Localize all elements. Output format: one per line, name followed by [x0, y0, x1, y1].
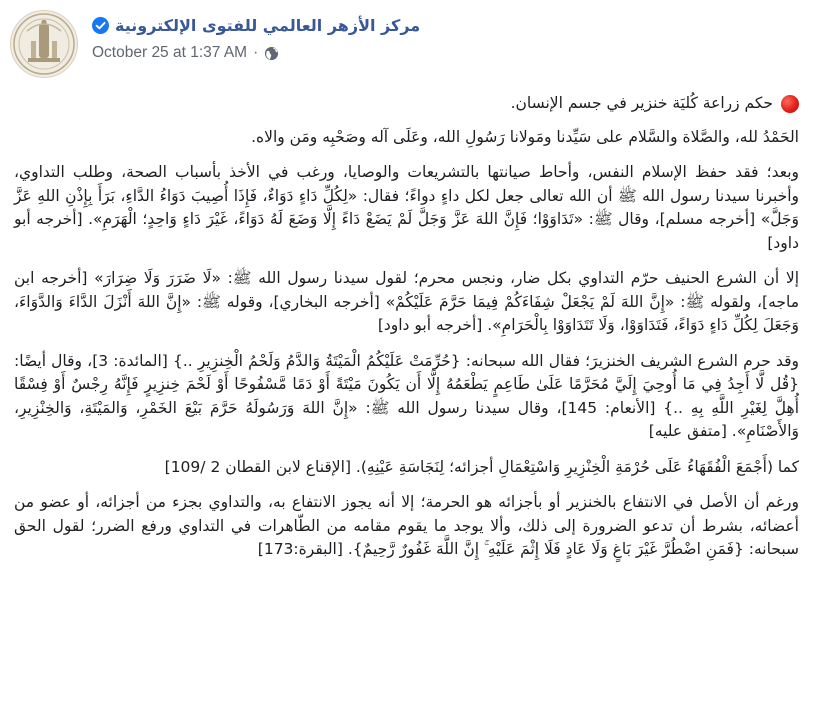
post-meta	[92, 44, 492, 62]
azhar-logo-icon	[11, 11, 77, 77]
post-paragraph: ورغم أن الأصل في الانتفاع بالخنزير أو بأجزائه هو الحرمة؛ إلا أنه يجوز الانتفاع به، والتداوي بجزء من أجزائه، أو عضو من أعضائه، بشرط أن تدعو الضرورة إلى ذلك، وألا يوجد ما يقوم مقامه من الطّاهرات في التداوي ورفع الضرر؛ لقول الحق سبحانه: {فَمَنِ اضْطُرَّ غَيْرَ بَاغٍ وَلَا عَادٍ فَلَا إِثْمَ عَلَيْهِ ۚ إِنَّ اللَّهَ غَفُورٌ رَّحِيمٌ}. [البقرة:173]	[14, 493, 799, 558]
verified-badge-icon	[92, 17, 109, 34]
post-paragraph: كما (أَجْمَعَ الْفُقَهَاءُ عَلَى حُرْمَةِ الْخِنْزِيرِ وَاسْتِعْمَالِ أجزائه؛ لِنَجَاسَةِ عَيْنِهِ). [الإقناع لابن القطان 2 /109]	[164, 457, 799, 476]
post-paragraph: وقد حرم الشرع الشريف الخنزيرَ؛ فقال الله سبحانه: {حُرِّمَتْ عَلَيْكُمُ الْمَيْتَةُ وَالدَّمُ وَلَحْمُ الْخِنزِيرِ ..} [المائدة: 3]، وقال أيضًا: {قُل لَّا أَجِدُ فِي مَا أُوحِيَ إِلَيَّ مُحَرَّمًا عَلَىٰ طَاعِمٍ يَطْعَمُهُ إِلَّا أَن يَكُونَ مَيْتَةً أَوْ دَمًا مَّسْفُوحًا أَوْ لَحْمَ خِنزِيرٍ فَإِنَّهُ رِجْسٌ أَوْ فِسْقًا أُهِلَّ لِغَيْرِ اللَّهِ بِهِ ..} [الأنعام: 145]، وقال سيدنا رسول الله ﷺ: «إِنَّ اللهَ وَرَسُولَهُ حَرَّمَ بَيْعَ الخَمْرِ، وَالمَيْتَةِ، وَالخِنْزِيرِ، وَالأَصْنَامِ». [متفق عليه]	[14, 351, 799, 440]
post-paragraph: إلا أن الشرع الحنيف حرّم التداوي بكل ضار، ونجس محرم؛ لقول سيدنا رسول الله ﷺ: «لَا ضَرَرَ وَلَا ضِرَارَ» [أخرجه ابن ماجه]، ولقوله ﷺ: «إِنَّ اللهَ لَمْ يَجْعَلْ شِفَاءَكُمْ فِيمَا حَرَّمَ عَلَيْكُمْ» [أخرجه البخاري]، وقوله ﷺ: «إِنَّ اللهَ أَنْزَلَ الدَّاءَ وَالدَّوَاءَ، وَجَعَلَ لِكُلِّ دَاءٍ دَوَاءً، فَتَدَاوَوْا، وَلَا تَتَدَاوَوْا بِالْحَرَامِ». [أخرجه أبو داود]	[14, 269, 799, 334]
post-paragraph: الحَمْدُ لله، والصَّلاة والسَّلام على سَيِّدنا ومَولانا رَسُولِ الله، وعَلَى آله وصَحْبِه ومَن والاه.	[251, 127, 799, 146]
post-body	[14, 92, 799, 574]
page-name-row	[92, 16, 492, 35]
post-header	[92, 16, 492, 62]
post-title-row	[14, 92, 799, 116]
meta-separator: ·	[253, 44, 259, 61]
post-timestamp[interactable]: October 25 at 1:37 AM	[92, 44, 248, 61]
page-avatar[interactable]	[10, 10, 78, 78]
post-title: حكم زراعة كُليَة خنزير في جسم الإنسان.	[510, 94, 773, 112]
post-paragraph: وبعد؛ فقد حفظ الإسلام النفس، وأحاط صيانتها بالتشريعات والوصايا، ورغب في الأخذ بأسباب الصحة، وطلب التداوي، وأخبرنا سيدنا رسول الله ﷺ أن الله تعالى جعل لكل داءٍ دواءً؛ فقال: «لِكُلِّ دَاءٍ دَوَاءٌ، فَإِذَا أُصِيبَ دَوَاءُ الدَّاءِ، بَرَأَ بِإِذْنِ اللهِ عَزَّ وَجَلَّ» [أخرجه مسلم]، وقال ﷺ: «تَدَاوَوْا؛ فَإِنَّ اللهَ عَزَّ وَجَلَّ لَمْ يَضَعْ دَاءً إِلَّا وَضَعَ لَهُ دَوَاءً، غَيْرَ دَاءٍ وَاحِدٍ؛ الْهَرَمِ». [أخرجه أبو داود]	[14, 163, 799, 252]
globe-icon[interactable]	[264, 46, 279, 61]
page-name-link[interactable]: مركز الأزهر العالمي للفتوى الإلكترونية	[115, 16, 421, 35]
red-circle-icon	[781, 95, 799, 113]
